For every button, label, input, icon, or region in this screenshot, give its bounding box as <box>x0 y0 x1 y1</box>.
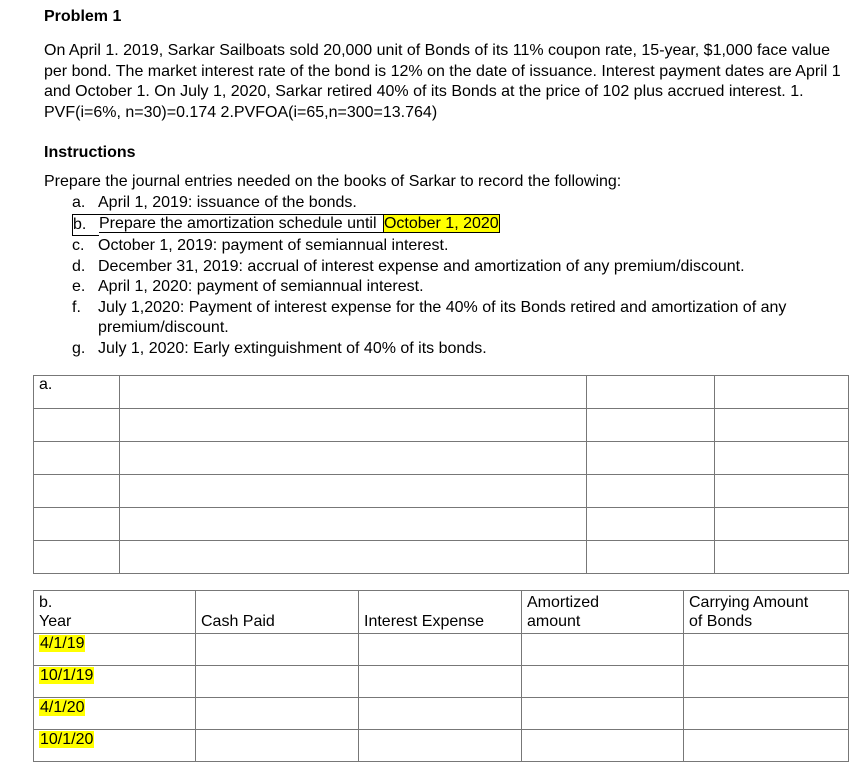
task-item-b <box>72 214 852 237</box>
table-label: a. <box>34 376 120 409</box>
table-cell[interactable] <box>522 666 684 698</box>
table-cell[interactable] <box>34 409 120 442</box>
table-row <box>34 698 849 730</box>
problem-paragraph: On April 1. 2019, Sarkar Sailboats sold 20,000 unit of Bonds of its 11% coupon rate, 15-year, $1,000 face value per bond. The market interest rate of the bond is 12% on the date of issuance. Interest payment dates are April 1 and October 1. On July 1, 2020, Sarkar retired 40% of its Bonds at the price of 102 plus accrued interest. 1. PVF(i=6%, n=30)=0.174 2.PVFOA(i=65,n=300=13.764) <box>44 42 841 121</box>
table-cell[interactable] <box>715 508 849 541</box>
table-cell[interactable] <box>196 634 359 666</box>
problem-title: Problem 1 <box>44 8 122 25</box>
table-cell[interactable] <box>359 666 522 698</box>
year-header: Year <box>39 613 72 630</box>
table-cell[interactable] <box>196 698 359 730</box>
task-text: April 1, 2020: payment of semiannual interest. <box>98 278 424 295</box>
table-cell[interactable] <box>359 730 522 762</box>
task-text: July 1,2020: Payment of interest expense for the 40% of its Bonds retired and amortization of any premium/discount. <box>98 298 787 336</box>
year-cell <box>34 666 196 698</box>
table-cell[interactable] <box>120 541 587 574</box>
table-header-row <box>34 591 849 634</box>
header-year <box>34 591 196 634</box>
header-interest-expense: Interest Expense <box>359 591 522 634</box>
year-value: 4/1/20 <box>40 699 85 716</box>
prepare-text: Prepare the journal entries needed on the books of Sarkar to record the following: <box>44 173 622 190</box>
table-row <box>34 541 849 574</box>
header-amortized <box>522 591 684 634</box>
table-cell[interactable] <box>522 730 684 762</box>
year-cell <box>34 730 196 762</box>
table-cell[interactable] <box>34 508 120 541</box>
amortized-line1: Amortized <box>527 594 600 611</box>
table-cell[interactable] <box>684 634 849 666</box>
header-carrying <box>684 591 849 634</box>
header-cash-paid: Cash Paid <box>196 591 359 634</box>
task-highlight: October 1, 2020 <box>383 214 499 232</box>
table-cell[interactable] <box>715 442 849 475</box>
carrying-line2: of Bonds <box>689 613 753 630</box>
table-cell[interactable] <box>196 666 359 698</box>
table-cell[interactable] <box>715 409 849 442</box>
table-cell[interactable] <box>684 730 849 762</box>
table-cell[interactable] <box>120 442 587 475</box>
task-letter: g. <box>72 339 86 357</box>
task-item-d <box>72 257 852 278</box>
task-text: April 1, 2019: issuance of the bonds. <box>98 194 357 211</box>
table-cell[interactable] <box>120 376 587 409</box>
table-cell[interactable] <box>120 508 587 541</box>
table-cell[interactable] <box>120 409 587 442</box>
table-row <box>34 508 849 541</box>
year-cell <box>34 698 196 730</box>
table-row <box>34 376 849 409</box>
table-cell[interactable] <box>34 442 120 475</box>
table-row <box>34 634 849 666</box>
table-label: b. <box>39 594 53 611</box>
year-value: 10/1/20 <box>40 731 94 748</box>
table-cell[interactable] <box>522 634 684 666</box>
table-row <box>34 666 849 698</box>
table-cell[interactable] <box>684 666 849 698</box>
table-cell[interactable] <box>34 475 120 508</box>
table-cell[interactable] <box>715 376 849 409</box>
table-cell[interactable] <box>715 475 849 508</box>
task-text: July 1, 2020: Early extinguishment of 40% of its bonds. <box>98 339 487 357</box>
table-row <box>34 409 849 442</box>
table-cell[interactable] <box>120 475 587 508</box>
year-value: 10/1/19 <box>40 667 94 684</box>
instructions-heading: Instructions <box>44 144 136 161</box>
table-cell[interactable] <box>196 730 359 762</box>
task-item-f <box>72 298 852 339</box>
journal-entry-table <box>33 375 849 574</box>
task-text: October 1, 2019: payment of semiannual interest. <box>98 237 449 254</box>
task-letter: d. <box>72 257 86 275</box>
amortized-line2: amount <box>527 613 581 630</box>
task-letter: e. <box>72 278 86 295</box>
year-value: 4/1/19 <box>40 635 85 652</box>
table-row <box>34 442 849 475</box>
table-cell[interactable] <box>587 508 715 541</box>
task-list <box>72 193 852 359</box>
amortization-schedule-table <box>33 590 849 762</box>
table-cell[interactable] <box>715 541 849 574</box>
table-row <box>34 730 849 762</box>
task-letter: b. <box>72 214 99 237</box>
task-item-c <box>72 236 852 257</box>
table-cell[interactable] <box>359 634 522 666</box>
table-cell[interactable] <box>587 475 715 508</box>
task-item-e <box>72 277 852 298</box>
task-item-g <box>72 339 852 360</box>
year-cell <box>34 634 196 666</box>
table-row <box>34 475 849 508</box>
table-cell[interactable] <box>359 698 522 730</box>
carrying-line1: Carrying Amount <box>689 594 809 611</box>
table-cell[interactable] <box>587 442 715 475</box>
task-text: December 31, 2019: accrual of interest expense and amortization of any premium/discount. <box>98 257 745 275</box>
task-letter: a. <box>72 194 86 211</box>
table-cell[interactable] <box>587 409 715 442</box>
table-cell[interactable] <box>587 541 715 574</box>
table-cell[interactable] <box>522 698 684 730</box>
task-item-a <box>72 193 852 214</box>
table-cell[interactable] <box>684 698 849 730</box>
task-letter: f. <box>72 298 81 316</box>
table-cell[interactable] <box>34 541 120 574</box>
task-text: Prepare the amortization schedule until <box>99 214 384 233</box>
task-letter: c. <box>72 237 85 254</box>
table-cell[interactable] <box>587 376 715 409</box>
